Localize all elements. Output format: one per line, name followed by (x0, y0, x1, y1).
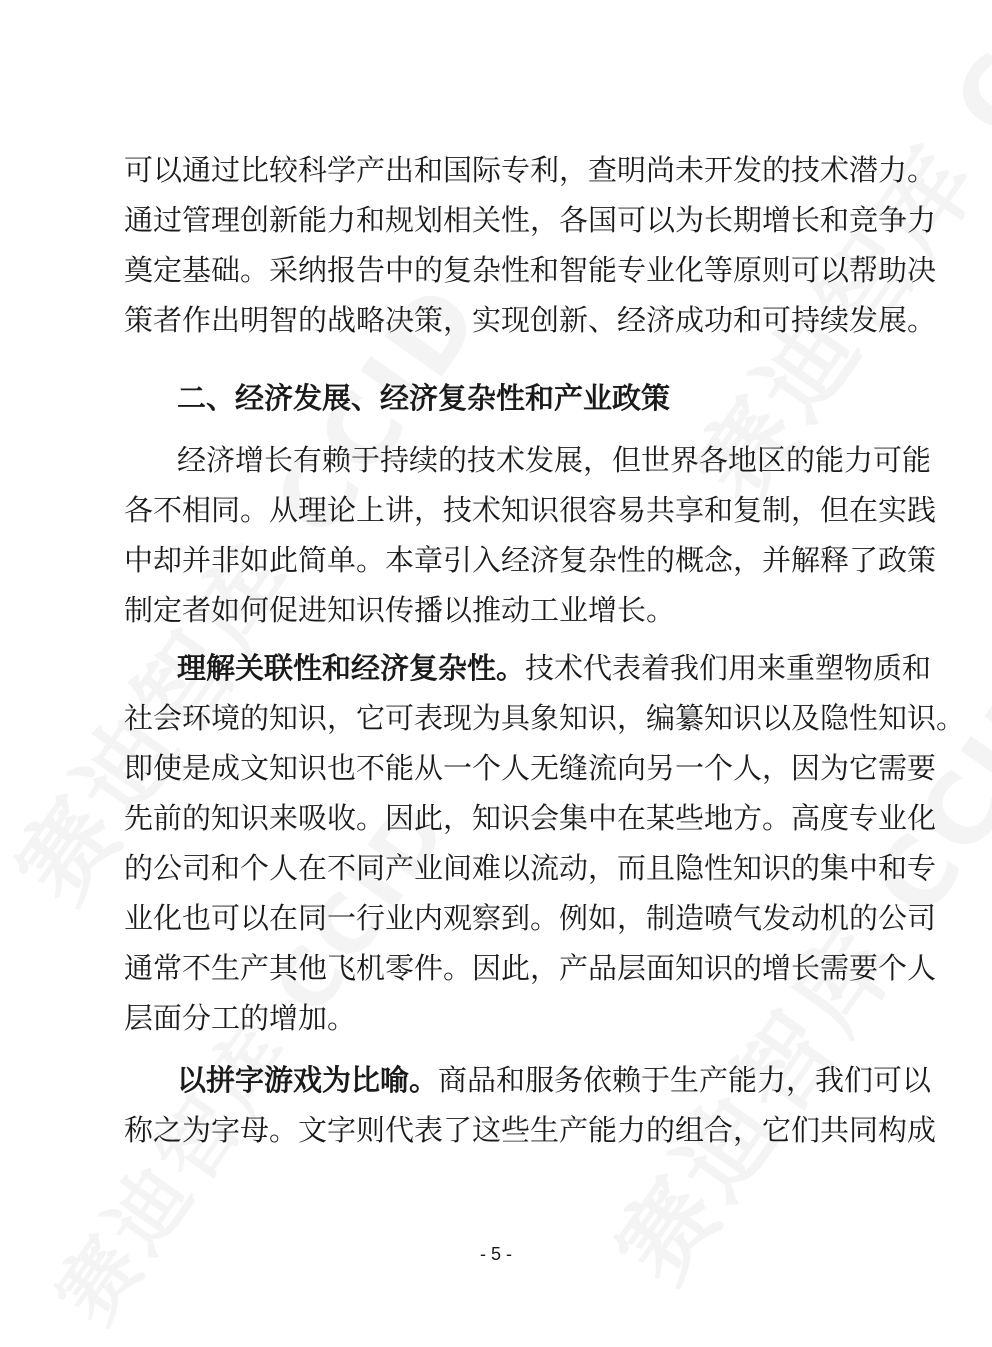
text-line: 各不相同。从理论上讲，技术知识很容易共享和复制，但在实践 (124, 493, 937, 527)
paragraph-text: 技术代表着我们用来重塑物质和 (525, 651, 932, 685)
text-line: 经济增长有赖于持续的技术发展，但世界各地区的能力可能 (177, 443, 932, 477)
text-line: 可以通过比较科学产出和国际专利，查明尚未开发的技术潜力。 (124, 153, 937, 187)
text-line: 奠定基础。采纳报告中的复杂性和智能专业化等原则可以帮助决 (124, 253, 937, 287)
text-line: 中却并非如此简单。本章引入经济复杂性的概念，并解释了政策 (124, 543, 937, 577)
page-number: - 5 - (479, 1244, 512, 1264)
text-line: 的公司和个人在不同产业间难以流动，而且隐性知识的集中和专 (124, 851, 937, 885)
text-line: 先前的知识来吸收。因此，知识会集中在某些地方。高度专业化 (124, 801, 937, 835)
paragraph-lead: 以拼字游戏为比喻。 (177, 1063, 439, 1097)
paragraph-text: 商品和服务依赖于生产能力，我们可以 (438, 1063, 932, 1097)
text-line: 社会环境的知识，它可表现为具象知识，编纂知识以及隐性知识。 (124, 701, 966, 735)
paragraph-lead: 理解关联性和经济复杂性。 (177, 651, 526, 685)
text-line: 通常不生产其他飞机零件。因此，产品层面知识的增长需要个人 (124, 951, 937, 985)
text-line: 层面分工的增加。 (124, 1001, 357, 1035)
text-line: 称之为字母。文字则代表了这些生产能力的组合，它们共同构成 (124, 1113, 937, 1147)
paragraph-first-line (177, 1060, 932, 1100)
paragraph-first-line (177, 648, 932, 688)
text-line: 业化也可以在同一行业内观察到。例如，制造喷气发动机的公司 (124, 901, 937, 935)
text-line: 即使是成文知识也不能从一个人无缝流向另一个人，因为它需要 (124, 751, 937, 785)
section-heading: 二、经济发展、经济复杂性和产业政策 (177, 381, 671, 415)
text-line: 通过管理创新能力和规划相关性，各国可以为长期增长和竞争力 (124, 203, 937, 237)
text-line: 制定者如何促进知识传播以推动工业增长。 (124, 593, 676, 627)
text-line: 策者作出明智的战略决策，实现创新、经济成功和可持续发展。 (124, 303, 937, 337)
